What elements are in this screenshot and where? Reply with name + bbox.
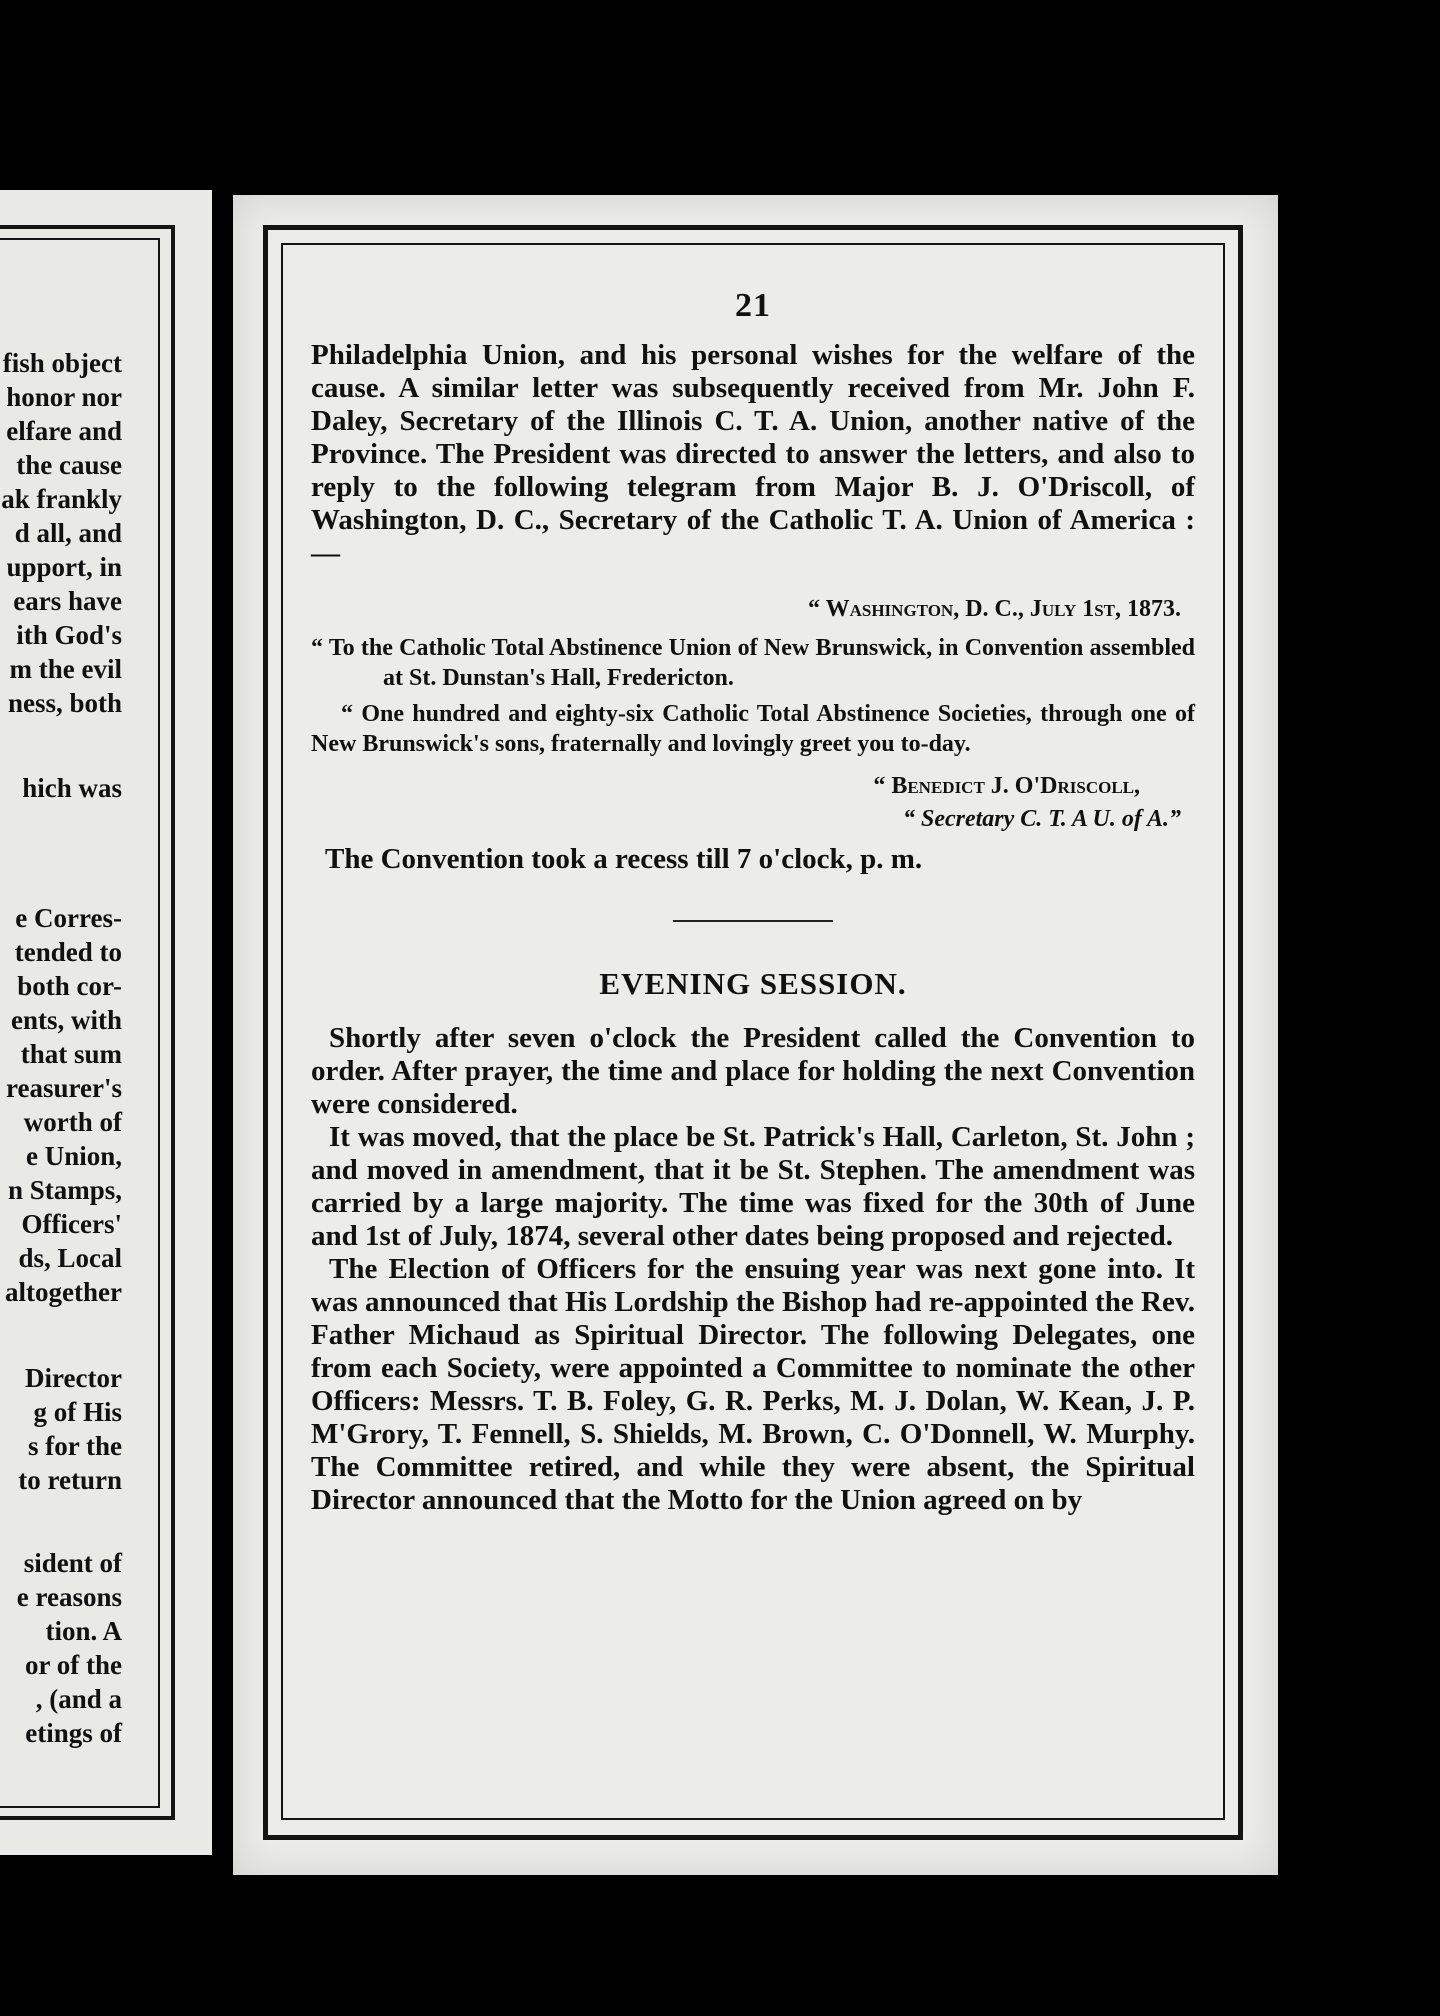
left-page-line: hich was [22,773,122,803]
left-page-line: fish object [2,348,122,378]
left-page-line: ds, Local [18,1243,122,1273]
left-page-line: or of the [25,1650,122,1680]
left-page-line: e Corres- [15,903,122,933]
main-page [233,195,1278,1875]
left-page-line: altogether [5,1277,122,1307]
recess-note: The Convention took a recess till 7 o'clock, p. m. [325,843,923,875]
left-page-line: honor nor [6,382,122,412]
left-page-line: reasurer's [6,1073,122,1103]
telegram-signature-title: “ Secretary C. T. A U. of A.” [902,806,1181,832]
left-page-line: upport, in [6,552,122,582]
left-page-line: e Union, [25,1141,122,1171]
left-facing-page [0,190,212,1855]
left-page-line: Officers' [21,1209,122,1239]
left-page-line: ents, with [10,1005,122,1035]
telegram-body: “ One hundred and eighty-six Catholic Total Abstinence Societies, through one of New Brunswick's sons, fraternally and lovingly greet you to-day. [311,701,1195,757]
left-page-line: ness, both [7,688,122,718]
left-page-line: g of His [33,1397,122,1427]
left-page-line: e reasons [16,1582,122,1612]
left-page-line: n Stamps, [7,1175,122,1205]
left-page-line: tended to [14,937,122,967]
left-page-line: ith God's [16,620,122,650]
telegram-dateline: “ Washington, D. C., July 1st, 1873. [808,596,1181,622]
evening-paragraph: It was moved, that the place be St. Patrick's Hall, Carleton, St. John ; and moved in amendment, that it be St. Stephen. The amendment was carried by a large majority. The time was fixed for the 30th of June and 1st of July, 1874, several other dates being proposed and rejected. [311,1121,1195,1252]
left-page-line: elfare and [6,416,122,446]
left-page-line: ak frankly [1,484,122,514]
left-page-line: d all, and [14,518,122,548]
left-page-line: that sum [20,1039,122,1069]
left-page-line: etings of [25,1718,122,1748]
left-page-line: worth of [23,1107,122,1137]
opening-paragraph: Philadelphia Union, and his personal wishes for the welfare of the cause. A similar letter was subsequently received from Mr. John F. Daley, Secretary of the Illinois C. T. A. Union, another native of the Province. The President was directed to answer the letters, and also to reply to the following telegram from Major B. J. O'Driscoll, of Washington, D. C., Secretary of the Catholic T. A. Union of America :— [311,339,1195,569]
page-content [311,287,1195,1517]
left-page-line: Director [25,1363,122,1393]
evening-paragraph: Shortly after seven o'clock the President called the Convention to order. After prayer, the time and place for holding the next Convention were considered. [311,1022,1195,1120]
telegram-address: “ To the Catholic Total Abstinence Union of New Brunswick, in Convention assembled at St. Dunstan's Hall, Fredericton. [311,635,1195,691]
left-page-line: the cause [16,450,122,480]
left-page-line: m the evil [9,654,122,684]
left-page-line: sident of [23,1548,122,1578]
left-page-line: s for the [28,1431,122,1461]
telegram-signature-name: “ Benedict J. O'Driscoll, [873,773,1140,799]
left-page-line: to return [18,1465,122,1495]
section-divider [673,920,833,922]
left-page-line: both cor- [17,971,122,1001]
left-page-line: tion. A [45,1616,122,1646]
left-page-line: ears have [13,586,122,616]
page-number: 21 [735,287,771,324]
section-heading: EVENING SESSION. [599,966,907,1001]
evening-paragraph: The Election of Officers for the ensuing year was next gone into. It was announced that His Lordship the Bishop had re-appointed the Rev. Father Michaud as Spiritual Director. The following Delegates, one from each Society, were appointed a Committee to nominate the other Officers: Messrs. T. B. Foley, G. R. Perks, M. J. Dolan, W. Kean, J. P. M'Grory, T. Fennell, S. Shields, M. Brown, C. O'Donnell, W. Murphy. The Committee retired, and while they were absent, the Spiritual Director announced that the Motto for the Union agreed on by [311,1253,1195,1516]
left-page-line: , (and a [35,1684,122,1714]
